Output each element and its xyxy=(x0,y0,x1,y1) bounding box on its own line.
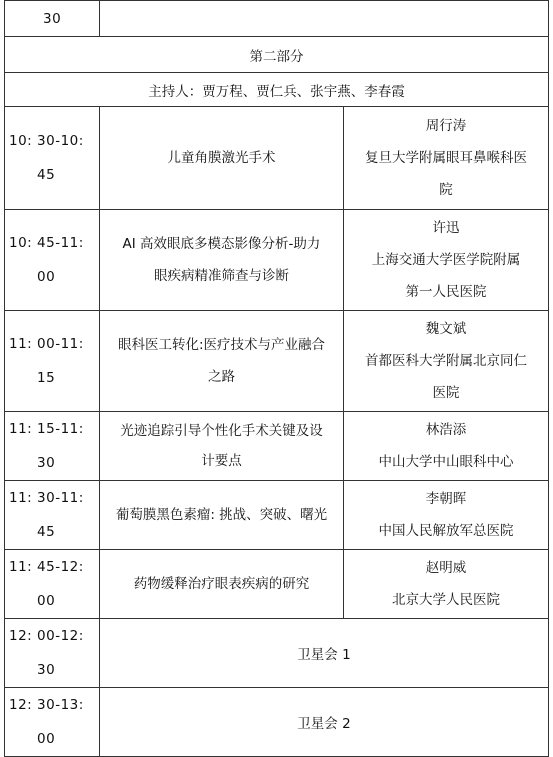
speaker-cell xyxy=(344,550,549,619)
speaker-cell xyxy=(344,481,549,550)
topic-text: AI 高效眼底多模态影像分析-助力 xyxy=(122,236,321,252)
topic-text: 光迹追踪引导个性化手术关键及设 xyxy=(120,423,323,439)
speaker-affiliation: 中国人民解放军总医院 xyxy=(378,523,514,539)
time-end: 45 xyxy=(37,524,56,540)
table-row xyxy=(5,550,549,619)
time-start: 11: 00-11: xyxy=(9,336,84,352)
speaker-affiliation: 上海交通大学医学院附属 xyxy=(371,252,521,268)
speaker-name: 周行涛 xyxy=(425,118,467,134)
speaker-affiliation: 医院 xyxy=(432,385,460,401)
time-cell xyxy=(5,550,100,619)
speaker-name: 林浩添 xyxy=(425,422,467,438)
table-row xyxy=(5,210,549,311)
speaker-name: 魏文斌 xyxy=(425,321,467,337)
topic-cell xyxy=(100,311,344,412)
time-cell xyxy=(5,688,100,757)
time-cell xyxy=(5,619,100,688)
speaker-affiliation: 首都医科大学附属北京同仁 xyxy=(365,353,527,369)
time-start: 10: 45-11: xyxy=(9,235,84,251)
time-end: 00 xyxy=(37,269,56,285)
speaker-cell xyxy=(344,107,549,210)
satellite-session: 卫星会 2 xyxy=(100,688,549,757)
time-cell xyxy=(5,481,100,550)
table-row xyxy=(5,688,549,757)
topic-text: 药物缓释治疗眼表疾病的研究 xyxy=(133,576,310,592)
topic-cell xyxy=(100,550,344,619)
time-cell xyxy=(5,1,100,37)
topic-cell xyxy=(100,107,344,210)
time-start: 10: 30-10: xyxy=(9,133,84,149)
speaker-cell xyxy=(344,412,549,481)
section-title: 第二部分 xyxy=(5,37,549,73)
speaker-affiliation: 中山大学中山眼科中心 xyxy=(378,454,514,470)
table-row xyxy=(5,619,549,688)
time-end: 30 xyxy=(37,455,56,471)
table-row xyxy=(5,481,549,550)
time-end: 00 xyxy=(37,593,56,609)
time-start: 11: 45-12: xyxy=(9,559,84,575)
speaker-affiliation: 北京大学人民医院 xyxy=(392,592,500,608)
hosts-row: 主持人：贾万程、贾仁兵、张宇燕、李春霞 xyxy=(5,73,549,107)
time-start: 12: 00-12: xyxy=(9,628,84,644)
topic-text: 眼科医工转化:医疗技术与产业融合 xyxy=(117,337,326,353)
topic-cell xyxy=(100,210,344,311)
table-row xyxy=(5,107,549,210)
topic-text: 眼疾病精准筛查与诊断 xyxy=(154,268,289,284)
time-start: 12: 30-13: xyxy=(9,697,84,713)
topic-text: 之路 xyxy=(208,369,235,385)
topic-cell xyxy=(100,481,344,550)
time-end: 00 xyxy=(37,731,56,747)
time-end: 30 xyxy=(37,662,56,678)
table-row xyxy=(5,311,549,412)
speaker-affiliation: 复旦大学附属眼耳鼻喉科医 xyxy=(365,150,527,166)
schedule-table xyxy=(4,0,549,757)
time-cell xyxy=(5,107,100,210)
time-end: 15 xyxy=(37,370,56,386)
topic-text: 计要点 xyxy=(201,453,242,469)
time-start: 11: 30-11: xyxy=(9,490,84,506)
speaker-name: 许迅 xyxy=(432,220,460,236)
speaker-name: 李朝晖 xyxy=(425,491,467,507)
speaker-cell xyxy=(344,311,549,412)
time-cell xyxy=(5,311,100,412)
time-end: 30 xyxy=(43,10,62,27)
table-row xyxy=(5,1,549,37)
time-cell xyxy=(5,210,100,311)
speaker-name: 赵明威 xyxy=(425,560,467,576)
speaker-cell xyxy=(344,210,549,311)
satellite-session: 卫星会 1 xyxy=(100,619,549,688)
table-row xyxy=(5,412,549,481)
topic-text: 葡萄膜黑色素瘤: 挑战、突破、曙光 xyxy=(115,507,328,523)
empty-cell xyxy=(100,1,549,37)
topic-text: 儿童角膜激光手术 xyxy=(167,150,276,166)
table-row xyxy=(5,73,549,107)
time-end: 45 xyxy=(37,167,56,183)
topic-cell xyxy=(100,412,344,481)
speaker-affiliation: 院 xyxy=(439,182,453,198)
speaker-affiliation: 第一人民医院 xyxy=(405,284,487,300)
time-start: 11: 15-11: xyxy=(9,421,84,437)
table-row xyxy=(5,37,549,73)
time-cell xyxy=(5,412,100,481)
